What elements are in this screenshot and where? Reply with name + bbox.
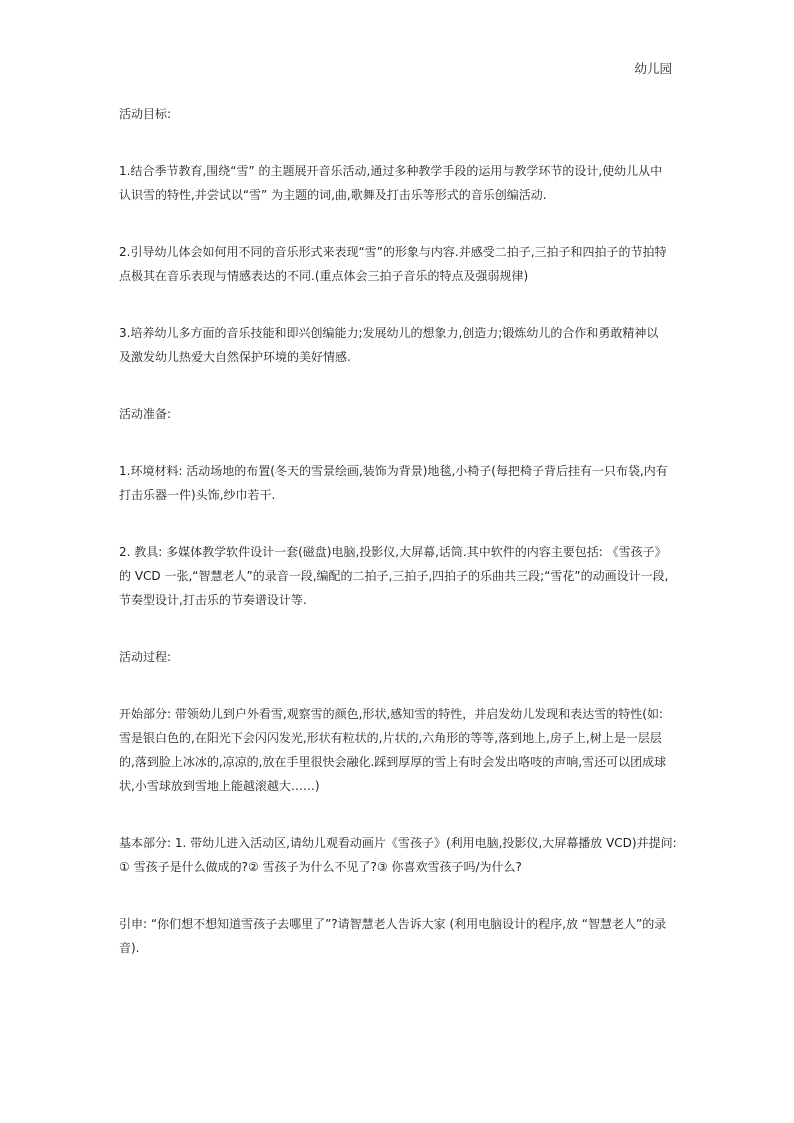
goal-item-1 [119, 159, 679, 207]
prep-item-1-line-1: 1.环境材料: 活动场地的布置(冬天的雪景绘画,装饰为背景)地毯,小椅子(每把椅子背后挂有一只布袋,内有 [119, 464, 668, 478]
goal-item-1-line-2: 认识雪的特性,并尝试以“雪” 为主题的词,曲,歌舞及打击乐等形式的音乐创编活动. [119, 188, 547, 202]
process-intro-line-2: 音). [119, 941, 140, 955]
process-start [119, 702, 679, 798]
goal-item-2-line-2: 点极其在音乐表现与情感表达的不同.(重点体会三拍子音乐的特点及强弱规律) [119, 269, 529, 283]
goal-item-3-line-1: 3.培养幼儿多方面的音乐技能和即兴创编能力;发展幼儿的想象力,创造力;锻炼幼儿的合作和勇敢精神以 [119, 326, 659, 340]
prep-item-2-line-3: 节奏型设计,打击乐的节奏谱设计等. [119, 593, 307, 607]
header-title: 幼儿园 [634, 61, 672, 76]
process-intro-line-1: 引申: “你们想不想知道雪孩子去哪里了”?请智慧老人告诉大家 (利用电脑设计的程序,放 “智慧老人”的录 [119, 917, 667, 931]
prep-item-2 [119, 540, 679, 612]
goal-item-3 [119, 321, 679, 369]
process-basic-line-2: ① 雪孩子是什么做成的?② 雪孩子为什么不见了?③ 你喜欢雪孩子吗/为什么? [119, 860, 522, 874]
prep-item-2-line-2: 的 VCD 一张,“智慧老人”的录音一段,编配的二拍子,三拍子,四拍子的乐曲共三段;“雪花”的动画设计一段, [119, 569, 669, 583]
process-basic-line-1: 基本部分: 1. 带幼儿进入活动区,请幼儿观看动画片《雪孩子》(利用电脑,投影仪,大屏幕播放 VCD)并提问: [119, 836, 677, 850]
goals-heading: 活动目标: [119, 107, 172, 121]
process-start-line-3: 的,落到脸上冰冰的,凉凉的,放在手里很快会融化.踩到厚厚的雪上有时会发出咯吱的声响,雪还可以团成球 [119, 755, 667, 769]
prep-item-1 [119, 459, 679, 507]
goal-item-2-line-1: 2.引导幼儿体会如何用不同的音乐形式来表现“雪”的形象与内容.并感受二拍子,三拍子和四拍子的节拍特 [119, 245, 667, 259]
document-body [119, 102, 679, 960]
prep-item-1-line-2: 打击乐器一件)头饰,纱巾若干. [119, 488, 276, 502]
process-start-line-4: 状,小雪球放到雪地上能越滚越大……) [119, 779, 320, 793]
process-intro [119, 912, 679, 960]
prep-item-2-line-1: 2. 教具: 多媒体教学软件设计一套(磁盘)电脑,投影仪,大屏幕,话筒.其中软件的内容主要包括: 《雪孩子》 [119, 545, 667, 559]
goal-item-3-line-2: 及激发幼儿热爱大自然保护环境的美好情感. [119, 350, 351, 364]
process-start-line-2: 雪是银白色的,在阳光下会闪闪发光,形状有粒状的,片状的,六角形的等等,落到地上,房子上,树上是一层层 [119, 731, 662, 745]
process-basic [119, 831, 679, 879]
process-start-line-1: 开始部分: 带领幼儿到户外看雪,观察雪的颜色,形状,感知雪的特性，并启发幼儿发现和表达雪的特性(如: [119, 707, 664, 721]
prep-heading: 活动准备: [119, 407, 172, 421]
process-heading: 活动过程: [119, 650, 172, 664]
goal-item-1-line-1: 1.结合季节教育,围绕“雪” 的主题展开音乐活动,通过多种教学手段的运用与教学环节的设计,使幼儿从中 [119, 164, 663, 178]
goal-item-2 [119, 240, 679, 288]
